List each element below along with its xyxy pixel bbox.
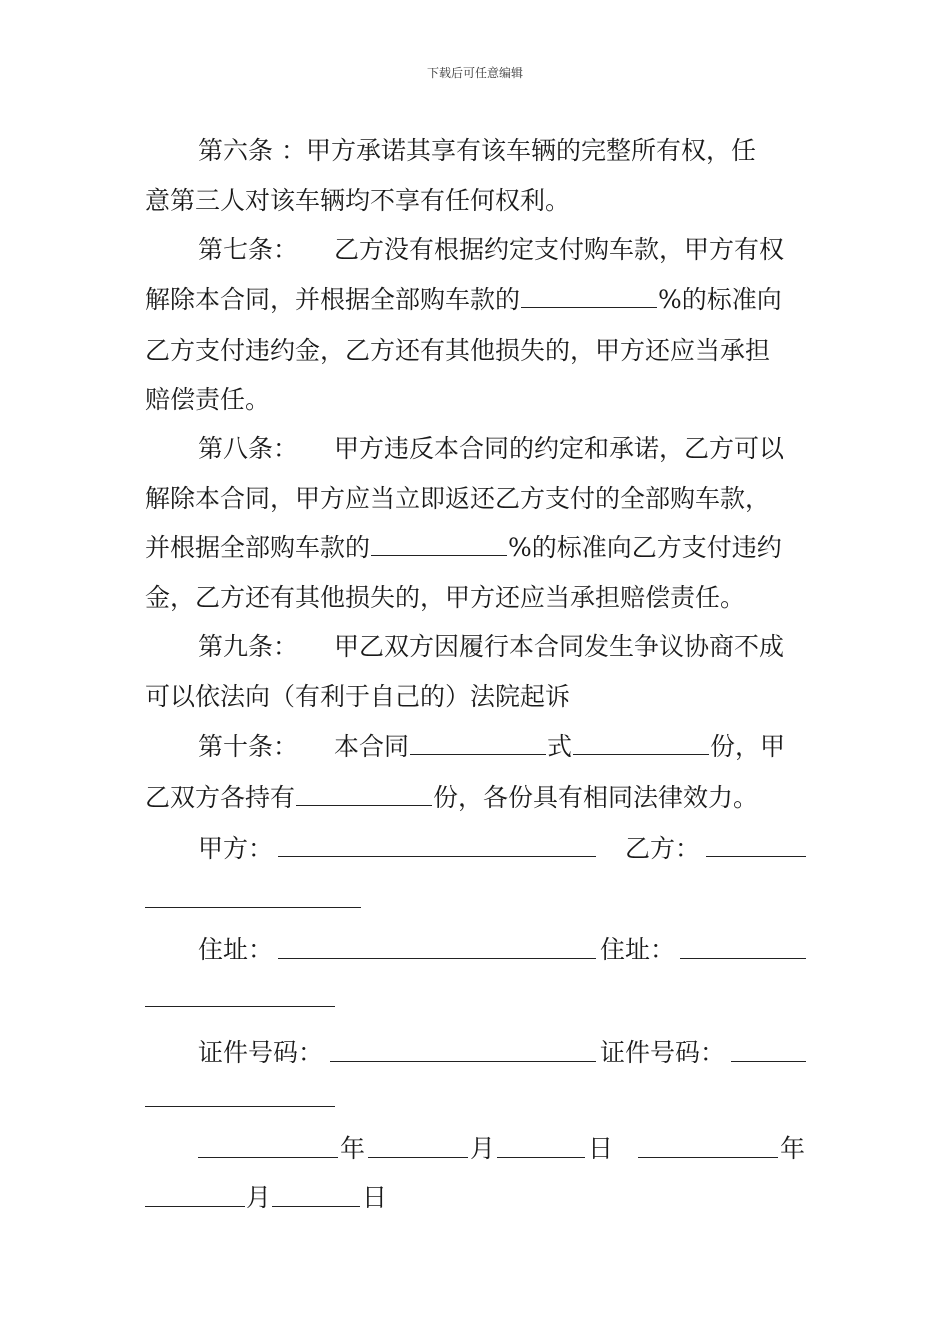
date-b-year-field[interactable] bbox=[638, 1157, 778, 1158]
copies-count-blank[interactable] bbox=[410, 729, 546, 755]
address-a-field[interactable] bbox=[278, 958, 596, 959]
date-a-month-field[interactable] bbox=[368, 1157, 468, 1158]
id-b-label: 证件号码： bbox=[600, 1038, 726, 1067]
article8-text3a: 并根据全部购车款的 bbox=[145, 533, 371, 562]
article6-line1: 第六条 ：甲方承诺其享有该车辆的完整所有权，任 bbox=[198, 136, 756, 165]
date-b-year-label: 年 bbox=[780, 1134, 806, 1163]
article7-line3: 乙方支付违约金，乙方还有其他损失的，甲方还应当承担 bbox=[145, 336, 771, 365]
address-b-field[interactable] bbox=[680, 958, 806, 959]
article8-line3 bbox=[145, 530, 815, 566]
copies-held-blank[interactable] bbox=[296, 780, 432, 806]
party-b-signature-field-continued[interactable] bbox=[145, 907, 361, 908]
article8-label: 第八条： bbox=[198, 434, 299, 463]
date-b-month-label: 月 bbox=[246, 1183, 272, 1212]
address-b-field-continued[interactable] bbox=[145, 1006, 335, 1007]
date-a-year-label: 年 bbox=[340, 1134, 366, 1163]
date-a-day-field[interactable] bbox=[497, 1157, 585, 1158]
date-b-day-field[interactable] bbox=[272, 1206, 360, 1207]
address-a-label: 住址： bbox=[198, 935, 274, 964]
date-a-month-label: 月 bbox=[470, 1134, 496, 1163]
date-a-year-field[interactable] bbox=[198, 1157, 338, 1158]
penalty-percent-blank-1[interactable] bbox=[521, 282, 657, 308]
article9-line1 bbox=[198, 629, 815, 665]
article7-line2 bbox=[145, 282, 815, 318]
article9-label: 第九条： bbox=[198, 632, 299, 661]
id-a-label: 证件号码： bbox=[198, 1038, 324, 1067]
article8-line4: 金，乙方还有其他损失的，甲方还应当承担赔偿责任。 bbox=[145, 583, 746, 612]
id-b-field[interactable] bbox=[731, 1061, 806, 1062]
party-a-label: 甲方： bbox=[198, 834, 274, 863]
article10-line2 bbox=[145, 780, 815, 816]
date-b-day-label: 日 bbox=[362, 1183, 388, 1212]
article10-line1 bbox=[198, 729, 815, 765]
date-a-day-label: 日 bbox=[588, 1134, 614, 1163]
article10-text-a: 本合同 bbox=[334, 732, 410, 761]
date-b-month-field[interactable] bbox=[145, 1206, 245, 1207]
party-a-signature-field[interactable] bbox=[278, 856, 596, 857]
article8-text1: 甲方违反本合同的约定和承诺，乙方可以 bbox=[334, 434, 785, 463]
id-a-field[interactable] bbox=[330, 1061, 596, 1062]
address-b-label: 住址： bbox=[600, 935, 676, 964]
article7-line1 bbox=[198, 232, 815, 268]
article7-text1: 乙方没有根据约定支付购车款，甲方有权 bbox=[334, 235, 785, 264]
party-b-signature-field[interactable] bbox=[706, 856, 806, 857]
penalty-percent-blank-2[interactable] bbox=[371, 530, 507, 556]
article7-text2b: %的标准向 bbox=[658, 285, 782, 314]
article10-text2b: 份，各份具有相同法律效力。 bbox=[433, 783, 759, 812]
party-b-label: 乙方： bbox=[625, 834, 701, 863]
article10-label: 第十条： bbox=[198, 732, 299, 761]
article8-line1 bbox=[198, 431, 815, 467]
article10-text-b: 式 bbox=[547, 732, 573, 761]
article8-text3b: %的标准向乙方支付违约 bbox=[508, 533, 782, 562]
article7-text2a: 解除本合同，并根据全部购车款的 bbox=[145, 285, 521, 314]
page-header-note: 下载后可任意编辑 bbox=[426, 66, 523, 80]
copies-number-blank[interactable] bbox=[573, 729, 709, 755]
article7-label: 第七条： bbox=[198, 235, 299, 264]
article8-line2: 解除本合同，甲方应当立即返还乙方支付的全部购车款， bbox=[145, 484, 771, 513]
id-b-field-continued[interactable] bbox=[145, 1106, 335, 1107]
article10-text2a: 乙双方各持有 bbox=[145, 783, 296, 812]
article6-line2: 意第三人对该车辆均不享有任何权利。 bbox=[145, 186, 571, 215]
article9-line2: 可以依法向（有利于自己的）法院起诉 bbox=[145, 682, 571, 711]
article7-line4: 赔偿责任。 bbox=[145, 385, 271, 414]
article10-text-c: 份，甲 bbox=[710, 732, 786, 761]
article9-text1: 甲乙双方因履行本合同发生争议协商不成 bbox=[334, 632, 785, 661]
